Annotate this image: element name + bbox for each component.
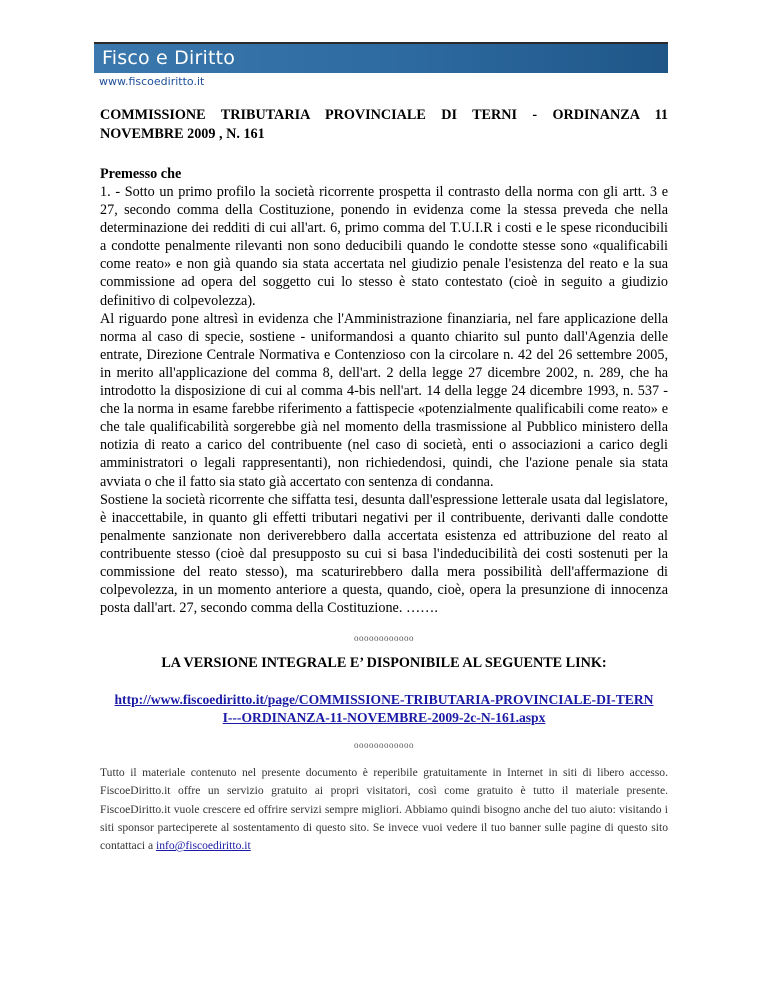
contact-email-link[interactable]: info@fiscoediritto.it bbox=[156, 839, 251, 853]
paragraph-3: Sostiene la società ricorrente che siffatta tesi, desunta dall'espressione letterale usata dal legislatore, è inaccettabile, in quanto gli effetti tributari negativi per il contribuente, derivanti dalle condotte penalmente sanzionate non deriverebbero dalla accertata esistenza ed attribuzione del reato al contribuente stesso (cioè dal presupposto su cui si basa l'indeducibilità dei costi sostenuti per la commissione del reato stesso), ma scaturirebbero dalla mera possibilità dell'affermazione di colpevolezza, in un momento anteriore a questa, quando, cioè, opera la presunzione di innocenza posta dall'art. 27, secondo comma della Costituzione. ……. bbox=[100, 491, 668, 617]
header-banner bbox=[94, 42, 668, 73]
footer-note-text: Tutto il materiale contenuto nel presente documento è reperibile gratuitamente in Internet in siti di libero accesso. FiscoeDiritto.it offre un servizio gratuito ai propri visitatori, così come gratuito è tutto il materiale presente. FiscoeDiritto.it vuole crescere ed offrire servizi sempre migliori. Abbiamo quindi bisogno anche del tuo aiuto: visitando i siti sponsor parteciperete al sostentamento di questo sito. Se invece vuoi vedere il tuo banner sulle pagine di questo sito contattaci a bbox=[100, 766, 668, 853]
separator-top: oooooooooooo bbox=[354, 633, 414, 644]
paragraph-1: 1. - Sotto un primo profilo la società ricorrente prospetta il contrasto della norma con gli artt. 3 e 27, secondo comma della Costituzione, ponendo in evidenza come la stessa preveda che nella determinazione dei redditi di cui all'art. 6, primo comma del T.U.I.R i costi e le spese riconducibili a condotte penalmente rilevanti non sono deducibili quando le condotte stesse sono «qualificabili come reato» e non già quando sia stata accertata nel giudizio penale l'esistenza del reato e la sua commissione ad opera del soggetto cui lo stesso è stato contestato (cioè in seguito a giudizio definitivo di colpevolezza). bbox=[100, 184, 668, 309]
paragraph-2: Al riguardo pone altresì in evidenza che l'Amministrazione finanziaria, nel fare applicazione della norma al caso di specie, sostiene - uniformandosi a quanto chiarito sul punto dall'Agenzia delle entrate, Direzione Centrale Normativa e Contenzioso con la circolare n. 42 del 26 settembre 2005, in merito all'applicazione del comma 8, dell'art. 2 della legge 27 dicembre 2002, n. 289, che ha introdotto la disposizione di cui al comma 4-bis nell'art. 14 della legge 24 dicembre 1993, n. 537 - che la norma in esame farebbe riferimento a fattispecie «potenzialmente qualificabili come reato» e che tale qualificabilità sorgerebbe già nel momento della trasmissione al Pubblico ministero della notizia di reato a carico del contribuente (nel caso di società, enti o associazioni a carico degli amministratori o legali rappresentanti), non richiedendosi, quindi, che l'azione penale sia stata avviata o che il fatto sia stato già accertato con sentenza di condanna. bbox=[100, 310, 668, 490]
separator-bottom: oooooooooooo bbox=[354, 740, 414, 751]
full-version-link[interactable]: http://www.fiscoediritto.it/page/COMMISSIONE-TRIBUTARIA-PROVINCIALE-DI-TERNI---ORDINANZA-11-NOVEMBRE-2009-2c-N-161.aspx bbox=[114, 692, 654, 726]
banner-title: Fisco e Diritto bbox=[102, 47, 236, 69]
section-heading: Premesso che bbox=[100, 166, 182, 182]
footer-note bbox=[100, 764, 668, 855]
document-title: COMMISSIONE TRIBUTARIA PROVINCIALE DI TERNI - ORDINANZA 11 NOVEMBRE 2009 , N. 161 bbox=[100, 107, 668, 142]
link-heading: LA VERSIONE INTEGRALE E’ DISPONIBILE AL SEGUENTE LINK: bbox=[161, 655, 607, 672]
site-url-link[interactable]: www.fiscoediritto.it bbox=[99, 75, 205, 88]
document-body bbox=[100, 106, 668, 855]
